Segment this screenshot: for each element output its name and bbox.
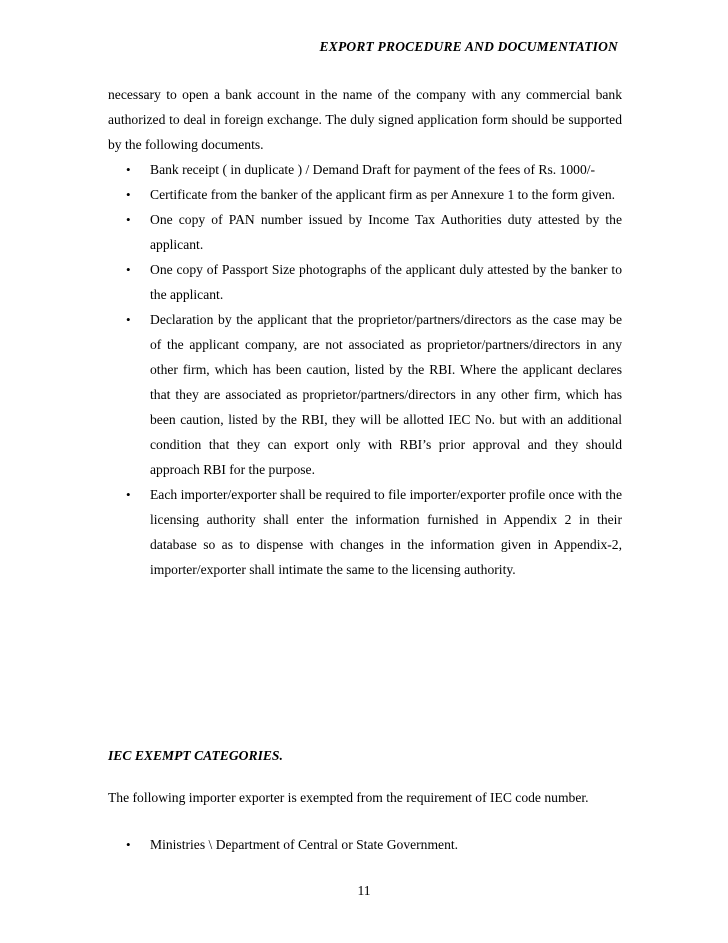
list-item-text: Bank receipt ( in duplicate ) / Demand Draft for payment of the fees of Rs. 1000/- [150,162,596,177]
list-item-text: Certificate from the banker of the applicant firm as per Annexure 1 to the form given. [150,187,616,202]
list-item [108,257,622,307]
page-header: EXPORT PROCEDURE AND DOCUMENTATION [319,39,618,54]
list-item-text: Ministries \ Department of Central or State Government. [150,837,459,852]
page-number: 11 [357,883,371,898]
list-item-text: Declaration by the applicant that the proprietor/partners/directors as the case may be of the applicant company, are not associated as proprietor/partners/directors in any other firm, which has been caution, listed by the RBI. Where the applicant declares that they are associated as proprietor/partners/directors in any other firm, which has been caution, listed by the RBI, they will be allotted IEC No. but with an additional condition that they can export only with RBI’s prior approval and they should approach RBI for the purpose. [150,312,622,477]
list-item-text: One copy of Passport Size photographs of the applicant duly attested by the banker to the applicant. [150,262,622,302]
list-item [108,182,622,207]
bullet-icon: • [126,262,131,277]
intro-paragraph: necessary to open a bank account in the name of the company with any commercial bank authorized to deal in foreign exchange. The duly signed application form should be supported by the following documents. [108,87,622,152]
list-item [108,307,622,482]
bullet-icon: • [126,312,131,327]
bullet-icon: • [126,162,131,177]
section-title: IEC EXEMPT CATEGORIES. [108,748,283,763]
list-item [108,157,622,182]
list-item-text: Each importer/exporter shall be required to file importer/exporter profile once with the licensing authority shall enter the information furnished in Appendix 2 in their database so as to dispense with changes in the information given in Appendix-2, importer/exporter shall intimate the same to the licensing authority. [150,487,622,577]
list-item-text: One copy of PAN number issued by Income Tax Authorities duty attested by the applicant. [150,212,622,252]
list-item [108,207,622,257]
exempt-list [108,832,622,857]
list-item [108,482,622,582]
section-intro: The following importer exporter is exempted from the requirement of IEC code number. [108,790,589,805]
bullet-icon: • [126,212,131,227]
document-body [108,82,622,582]
bullet-icon: • [126,487,131,502]
bullet-icon: • [126,187,131,202]
list-item [108,832,622,857]
bullet-icon: • [126,837,131,852]
documents-list [108,157,622,582]
